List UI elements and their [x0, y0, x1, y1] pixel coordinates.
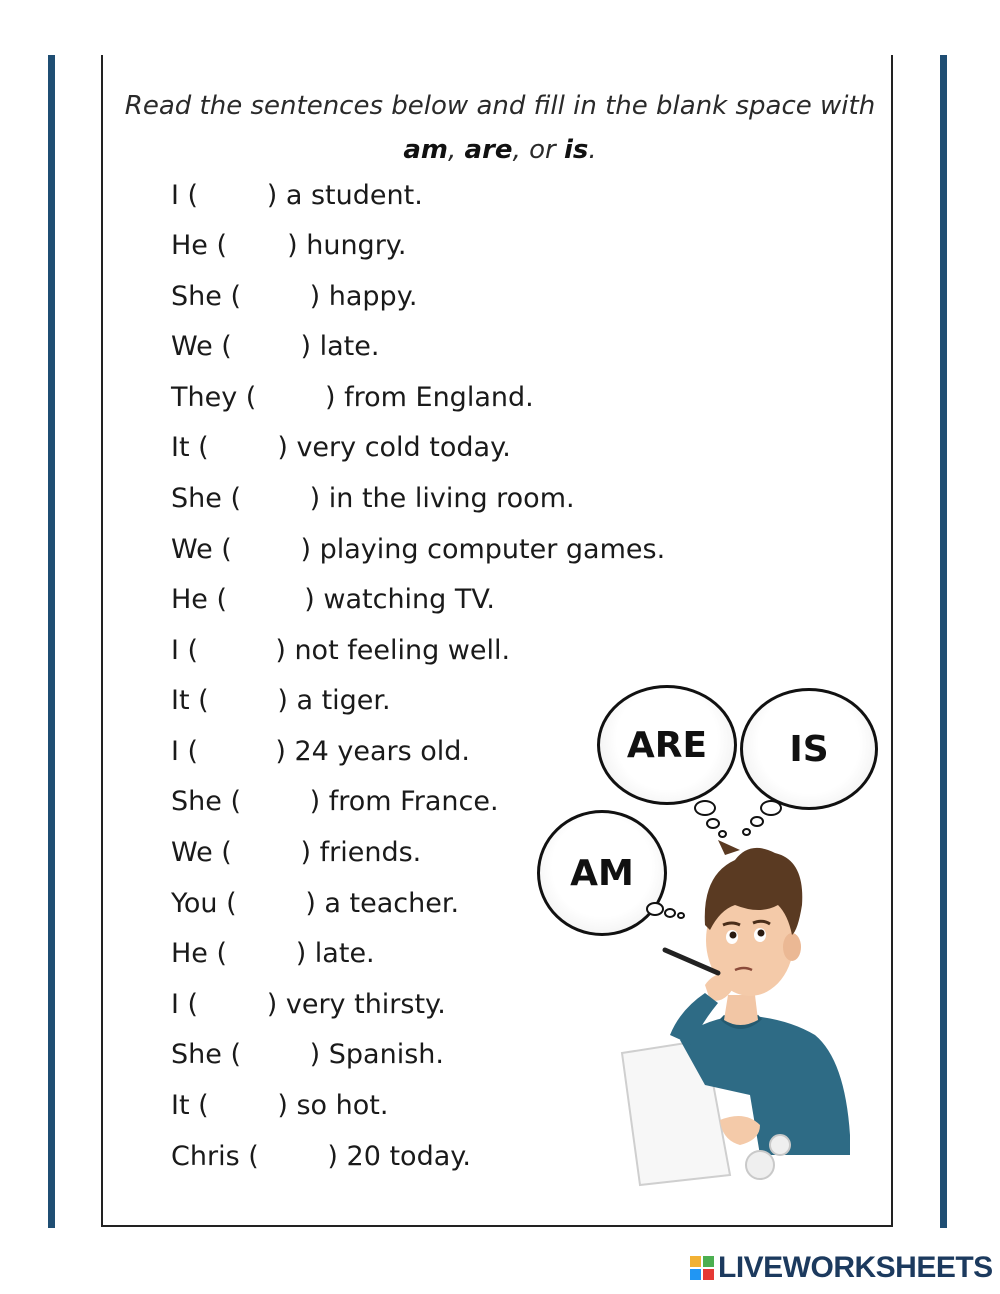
bubble-am: AM — [537, 810, 667, 936]
instructions — [110, 84, 890, 172]
logo-text: LIVEWORKSHEETS — [718, 1251, 993, 1284]
thought-dot — [694, 800, 716, 816]
thought-dot — [750, 816, 764, 827]
thought-dot — [706, 818, 720, 829]
thought-dot — [760, 800, 782, 816]
bubble-are: ARE — [597, 685, 737, 805]
instructions-line2: am, are, or is. — [403, 135, 597, 165]
logo-mark-icon — [690, 1256, 714, 1280]
word-am: am — [403, 135, 449, 165]
thinking-boy-illustration — [610, 835, 870, 1205]
left-accent-bar — [48, 55, 55, 1228]
right-accent-bar — [940, 55, 947, 1228]
instructions-line1: Read the sentences below and fill in the blank space with — [124, 91, 876, 121]
bubble-is: IS — [740, 688, 878, 810]
liveworksheets-logo — [690, 1250, 993, 1286]
word-is: is — [563, 135, 589, 165]
word-are: are — [464, 135, 513, 165]
